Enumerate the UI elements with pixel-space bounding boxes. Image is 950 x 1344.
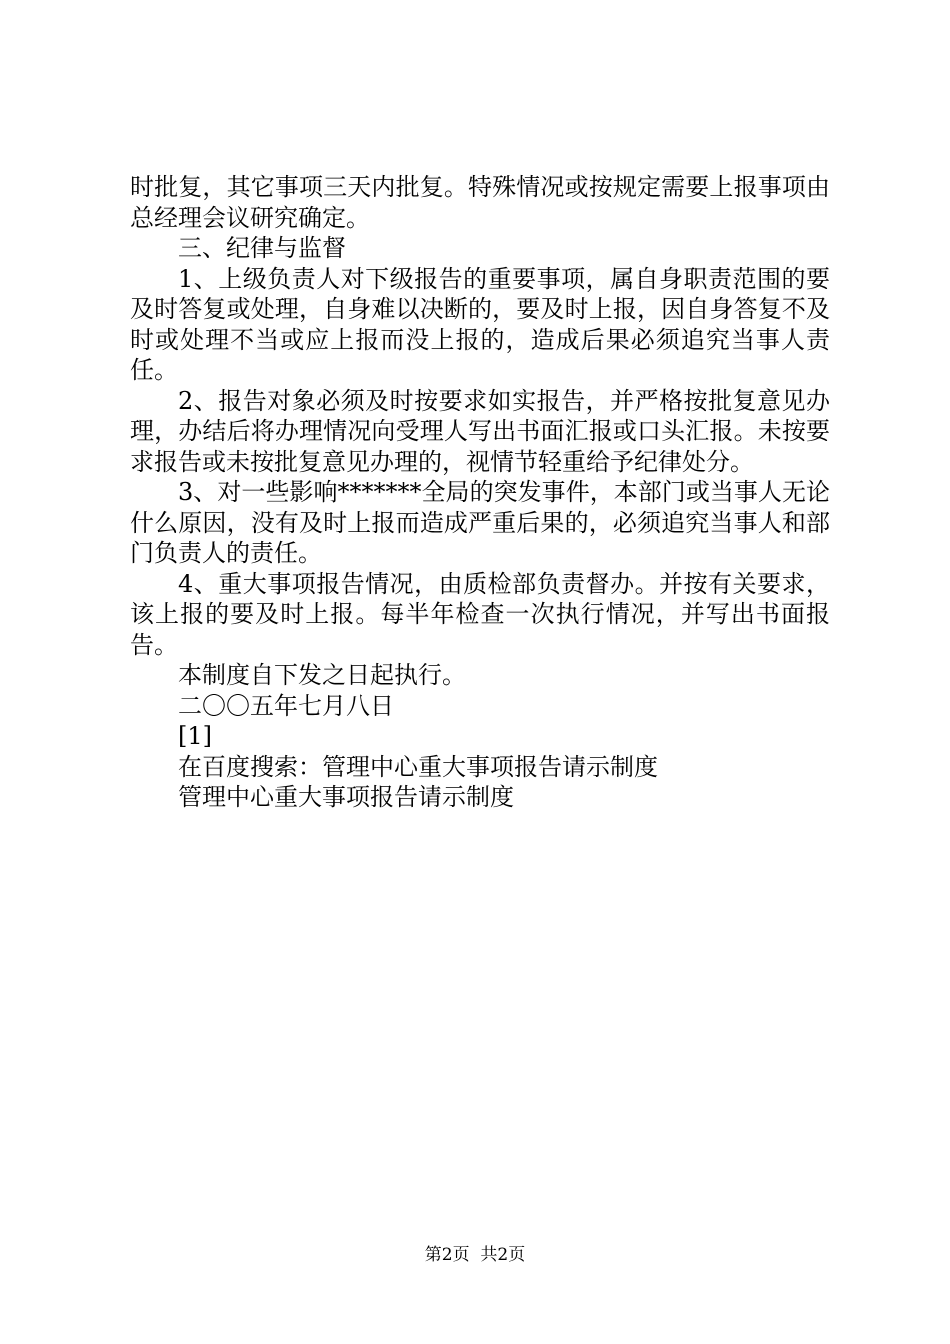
page-number: 第2页 共2页 <box>424 1245 526 1265</box>
paragraph-item-3: 3、对一些影响*******全局的突发事件，本部门或当事人无论什么原因，没有及时上报而造成严重后果的，必须追究当事人和部门负责人的责任。 <box>130 478 830 567</box>
paragraph-item-1: 1、上级负责人对下级报告的重要事项，属自身职责范围的要及时答复或处理，自身难以决断的，要及时上报，因自身答复不及时或处理不当或应上报而没上报的，造成后果必须追究当事人责任。 <box>130 264 830 384</box>
effective-statement: 本制度自下发之日起执行。 <box>178 661 466 689</box>
document-date: 二〇〇五年七月八日 <box>178 691 394 720</box>
document-title-line: 管理中心重大事项报告请示制度 <box>178 783 514 811</box>
paragraph-item-2: 2、报告对象必须及时按要求如实报告，并严格按批复意见办理，办结后将办理情况向受理人写出书面汇报或口头汇报。未按要求报告或未按批复意见办理的，视情节轻重给予纪律处分。 <box>130 386 830 476</box>
document-body <box>130 172 830 813</box>
paragraph-continuation: 时批复，其它事项三天内批复。特殊情况或按规定需要上报事项由总经理会议研究确定。 <box>130 173 830 232</box>
section-heading: 三、纪律与监督 <box>178 234 346 262</box>
reference-marker: [1] <box>178 722 212 750</box>
search-line: 在百度搜索：管理中心重大事项报告请示制度 <box>178 752 658 781</box>
paragraph-item-4: 4、重大事项报告情况，由质检部负责督办。并按有关要求，该上报的要及时上报。每半年检查一次执行情况，并写出书面报告。 <box>130 569 830 659</box>
page-footer <box>0 1244 950 1266</box>
